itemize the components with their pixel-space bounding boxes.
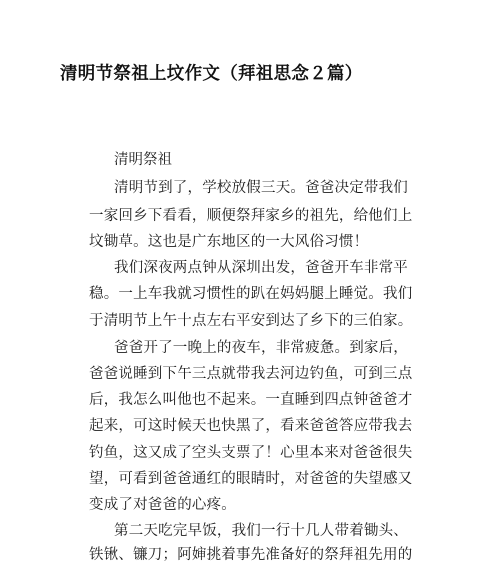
paragraph-line: 钓鱼，这又成了空头支票了！心里本来对爸爸很失 bbox=[89, 445, 413, 461]
paragraph-line: 第二天吃完早饭，我们一行十几人带着锄头、 bbox=[114, 523, 408, 539]
section-heading: 清明祭祖 bbox=[114, 152, 172, 168]
document-title: 清明节祭祖上坟作文（拜祖思念２篇） bbox=[60, 64, 363, 84]
paragraph-line: 稳。一上车我就习惯性的趴在妈妈腿上睡觉。我们 bbox=[89, 286, 413, 302]
paragraph-line: 坟锄草。这也是广东地区的一大风俗习惯！ bbox=[89, 234, 369, 250]
paragraph-line: 起来，可这时候天也快黑了，看来爸爸答应带我去 bbox=[89, 418, 413, 434]
paragraph-line: 一家回乡下看看，顺便祭拜家乡的祖先，给他们上 bbox=[89, 208, 413, 224]
paragraph-line: 铁锹、镰刀；阿婶挑着事先准备好的祭拜祖先用的 bbox=[89, 547, 413, 563]
paragraph-line: 变成了对爸爸的心疼。 bbox=[89, 497, 236, 513]
paragraph-line: 我们深夜两点钟从深圳出发，爸爸开车非常平 bbox=[114, 260, 408, 276]
paragraph-line: 于清明节上午十点左右平安到达了乡下的三伯家。 bbox=[89, 313, 413, 329]
paragraph-line: 后，我怎么叫他也不起来。一直睡到四点钟爸爸才 bbox=[89, 392, 413, 408]
paragraph-line: 爸爸说睡到下午三点就带我去河边钓鱼，可到三点 bbox=[89, 366, 413, 382]
paragraph-line: 爸爸开了一晚上的夜车，非常疲惫。到家后， bbox=[114, 340, 408, 356]
paragraph-line: 望，可看到爸爸通红的眼睛时，对爸爸的失望感又 bbox=[89, 471, 413, 487]
paragraph-line: 清明节到了，学校放假三天。爸爸决定带我们 bbox=[114, 180, 408, 196]
